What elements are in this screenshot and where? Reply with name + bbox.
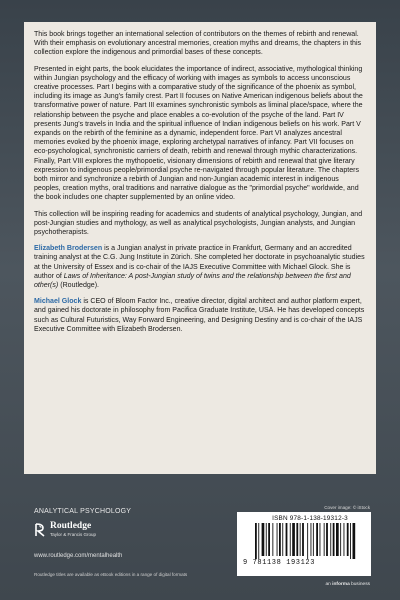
informa-brand: informa [332, 582, 350, 587]
author-name: Elizabeth Brodersen [34, 245, 103, 253]
author-bio-brodersen [34, 244, 366, 290]
description-paragraph-2: Presented in eight parts, the book elucidates the importance of indirect, associative, mythological thinking within Jungian psychology and the efficacy of working with images as symbols to access unconscious creative processes. Part I begins with a comparative study of the significance of the phoenix as symbol, including its image as Jung's family crest. Part II focuses on Native American indigenous beliefs about the transformative power of nature. Part III examines synchronistic symbols as liminal place/space, where the relationship between the psyche and place enables a co-evolution of the psyche of the land. Part IV presents Jung's travels in India and the spiritual influence of Indian indigenous beliefs on his work. Part V expands on the rebirth of the feminine as a dynamic, independent force. Part VI analyzes ancestral memories evoked by the phoenix image, exploring archetypal narratives of infancy. Part VII focuses on eco-psychological, synchronistic carriers of death, rebirth and renewal through mythic characterizations. Finally, Part VIII explores the mythopoetic, visionary dimensions of rebirth and renewal that give literary expression to indigenous people/primordial psyche re-navigated through popular literature. The chapters both mirror and synchronize a rebirth of Jungian and non-Jungian academic interest in indigenous peoples, creation myths, oral traditions and narrative dialogue as the "primordial psyche" worldwide, and the book includes one chapter supplemented by an online video. [34, 65, 363, 202]
barcode-icon [253, 523, 365, 559]
author-bio-end: (Routledge). [58, 282, 100, 290]
author-bio-text: is CEO of Bloom Factor Inc., creative director, digital architect and author platform expert, and gained his doctorate in philosophy from Pacifica Graduate Institute, USA. He has developed concepts such as Cultural Futuristics, Way Forward Engineering, and Designing Destiny and is co-chair of the IAJS Executive Committee with Elizabeth Brodersen. [34, 298, 365, 333]
book-title: Laws of Inheritance: A post-Jungian study of twins and the relationship between the first and other(s) [34, 272, 351, 290]
author-bio-glock [34, 297, 366, 334]
description-paragraph-1: This book brings together an international selection of contributors on the themes of rebirth and renewal. With their emphasis on evolutionary ancestral memories, creation myths and dreams, the chapters in this collection explore the indigenous and primordial bases of these concepts. [34, 31, 362, 57]
publisher-website[interactable]: www.routledge.com/mentalhealth [34, 553, 123, 559]
informa-prefix: an [325, 582, 333, 587]
description-paragraph-3: This collection will be inspiring reading for academics and students of analytical psychology, Jungian, and post-Jungian studies and mythology, as well as analytical psychologists, Jungian analysts, and Jungian psychotherapists. [34, 210, 363, 237]
publisher-logo [34, 522, 96, 538]
author-name: Michael Glock [34, 298, 82, 306]
ebook-note: Routledge titles are available as eBook editions in a range of digital formats [34, 572, 188, 577]
routledge-logo-icon [34, 523, 46, 537]
publisher-name: Routledge [50, 521, 92, 531]
isbn-label: ISBN 978-1-138-19312-3 [272, 515, 348, 522]
publisher-name-block [50, 522, 96, 538]
publisher-tagline: Taylor & Francis Group [50, 532, 97, 537]
subject-category: ANALYTICAL PSYCHOLOGY [34, 508, 132, 515]
barcode-panel [237, 512, 371, 576]
cover-image-credit: Cover image: © iStock [324, 505, 370, 510]
blurb-panel [24, 22, 376, 474]
informa-badge [325, 582, 370, 587]
author-bio-text: is a Jungian analyst in private practice in Frankfurt, Germany and an accredited training analyst at the C.G. Jung Institute in Zürich. She completed her doctorate in psychoanalytic studies at the University of Essex and is co-chair of the IAJS Executive Committee with Michael Glock. She is author of [34, 245, 365, 280]
barcode-digits: 9 781138 193123 [243, 559, 316, 567]
informa-suffix: business [349, 582, 370, 587]
